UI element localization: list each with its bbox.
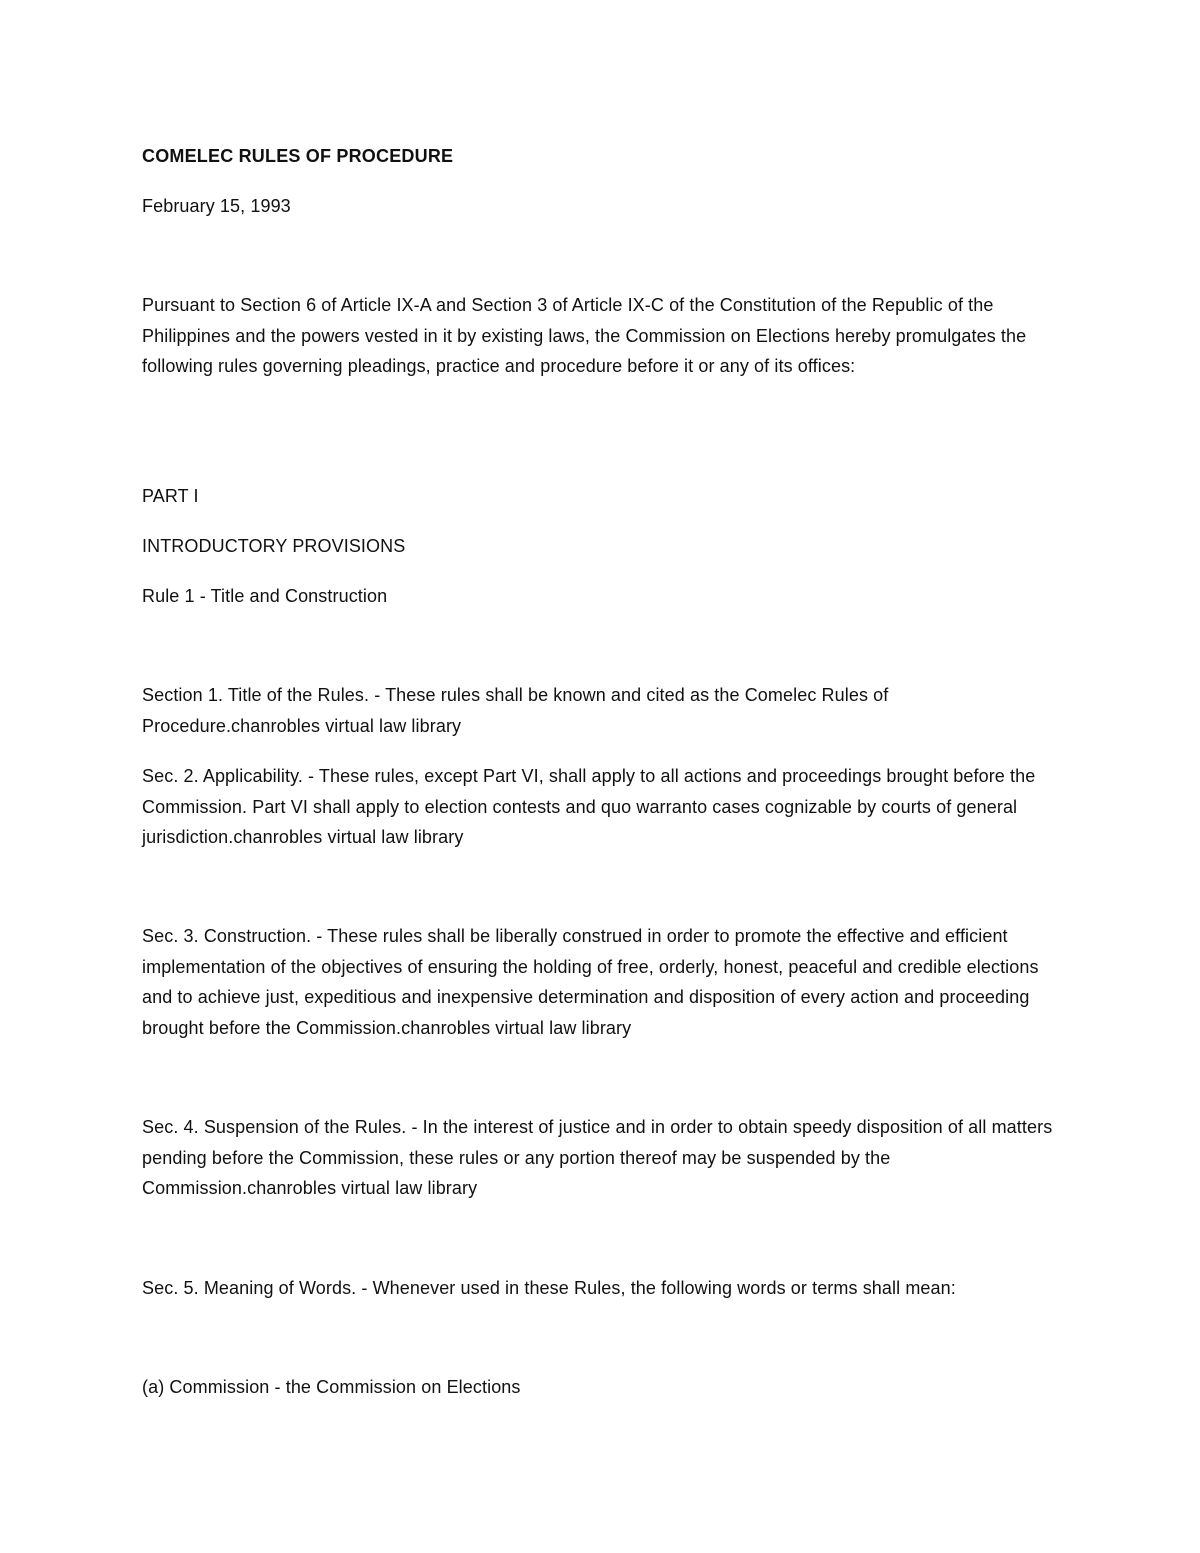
definition-a: (a) Commission - the Commission on Elections bbox=[142, 1377, 521, 1397]
part-title: INTRODUCTORY PROVISIONS bbox=[142, 536, 406, 556]
document-date: February 15, 1993 bbox=[142, 196, 291, 216]
section-2: Sec. 2. Applicability. - These rules, except Part VI, shall apply to all actions and proceedings brought before the Commission. Part VI shall apply to election contests and quo warranto cases cognizable by courts of general jurisdiction.chanrobles virtual law library bbox=[142, 766, 1036, 847]
section-4: Sec. 4. Suspension of the Rules. - In the interest of justice and in order to obtain speedy disposition of all matters pending before the Commission, these rules or any portion thereof may be suspended by the Commission.chanrobles virtual law library bbox=[142, 1117, 1053, 1198]
document-title: COMELEC RULES OF PROCEDURE bbox=[142, 146, 454, 166]
preamble-paragraph: Pursuant to Section 6 of Article IX-A and Section 3 of Article IX-C of the Constitution of the Republic of the Philippines and the powers vested in it by existing laws, the Commission on Elections hereby promulgates the following rules governing pleadings, practice and procedure before it or any of its offices: bbox=[142, 295, 1027, 376]
section-5: Sec. 5. Meaning of Words. - Whenever used in these Rules, the following words or terms shall mean: bbox=[142, 1278, 956, 1298]
rule-heading: Rule 1 - Title and Construction bbox=[142, 586, 388, 606]
section-3: Sec. 3. Construction. - These rules shall be liberally construed in order to promote the effective and efficient implementation of the objectives of ensuring the holding of free, orderly, honest, peaceful and credible elections and to achieve just, expeditious and inexpensive determination and disposition of every action and proceeding brought before the Commission.chanrobles virtual law library bbox=[142, 926, 1039, 1038]
part-heading: PART I bbox=[142, 486, 199, 506]
section-1: Section 1. Title of the Rules. - These rules shall be known and cited as the Comelec Rules of Procedure.chanrobles virtual law library bbox=[142, 685, 889, 736]
